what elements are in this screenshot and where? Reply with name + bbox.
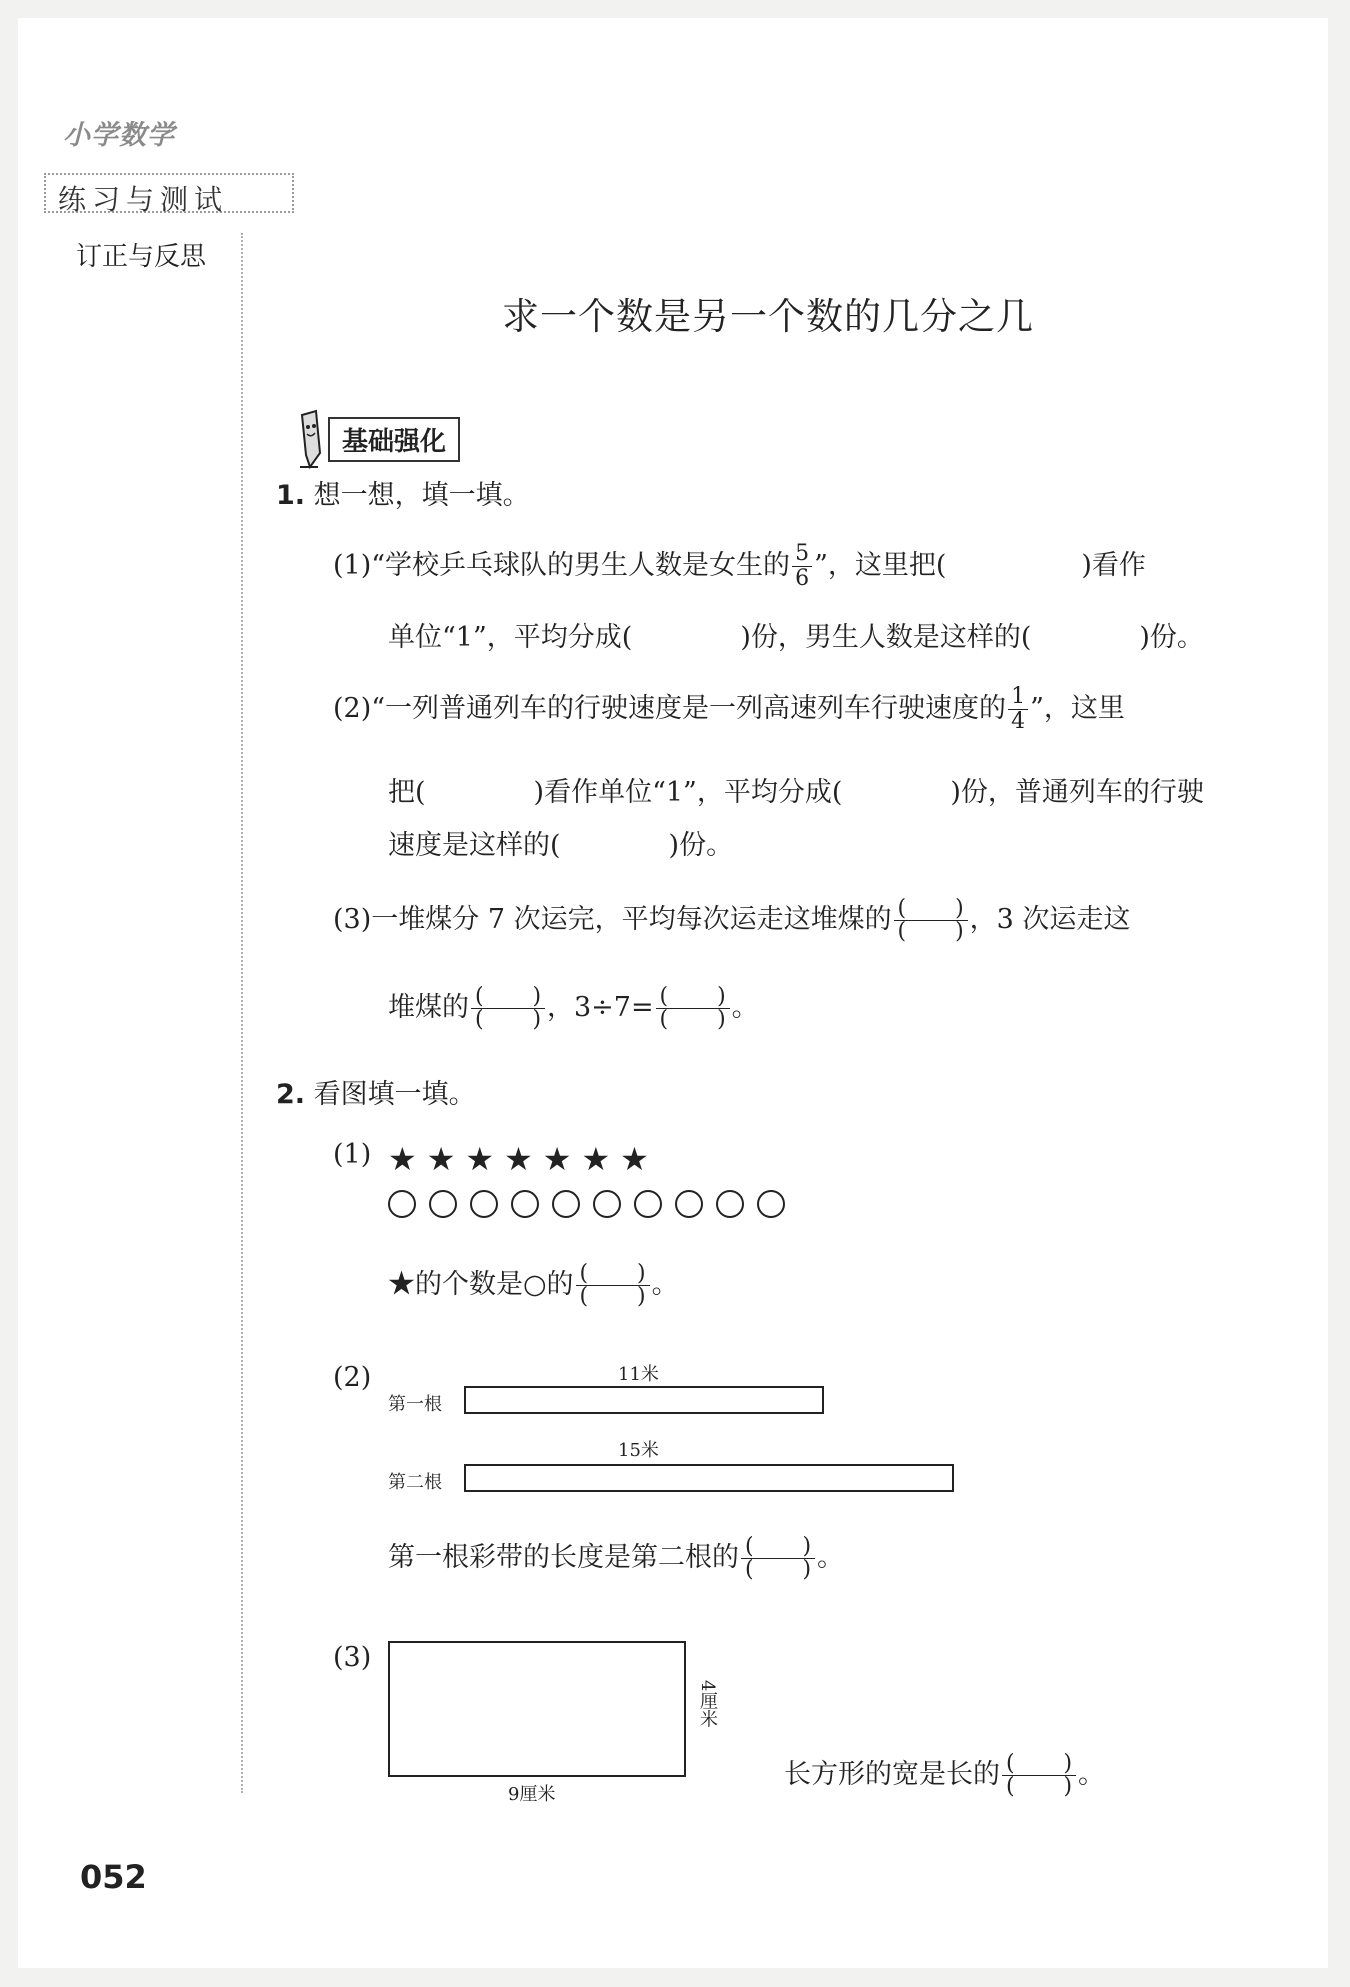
- fraction-1-4: [1008, 686, 1028, 733]
- circle-shape: [511, 1190, 539, 1218]
- side-divider: [241, 233, 243, 1793]
- frac-numerator: 1: [1008, 686, 1028, 710]
- circle-shape: [552, 1190, 580, 1218]
- bar2-length-label: 15米: [618, 1440, 659, 1461]
- q1-p3-text-c: 堆煤的: [388, 992, 469, 1023]
- stars-row: ★★★★★★★: [388, 1140, 659, 1178]
- circle-shape: [429, 1190, 457, 1218]
- rect-length-label: 9厘米: [508, 1784, 556, 1805]
- q1-p3-text-e: 。: [731, 992, 759, 1023]
- q2-p1-text-a: ★的个数是○的: [388, 1269, 574, 1300]
- q1-p1-text-a: (1)“学校乒乓球队的男生人数是女生的: [333, 550, 791, 581]
- blank-fraction[interactable]: [576, 1263, 650, 1308]
- q2-p1-answer: [388, 1263, 679, 1308]
- section-label: [296, 420, 460, 458]
- pencil-icon: [296, 407, 324, 471]
- circle-shape: [675, 1190, 703, 1218]
- q1-prompt-text: 想一想，填一填。: [313, 480, 530, 511]
- section-label-text: 基础强化: [328, 417, 460, 462]
- q1-number: 1.: [276, 480, 306, 511]
- rectangle-figure: [388, 1641, 686, 1777]
- q1-p2-line3: 速度是这样的( )份。: [388, 830, 734, 861]
- q1-p3-text-d: ，3÷7=: [547, 992, 654, 1023]
- frac-numerator: 5: [792, 543, 812, 567]
- blank-fraction[interactable]: [1002, 1753, 1076, 1798]
- circle-shape: [388, 1190, 416, 1218]
- circle-shape: [470, 1190, 498, 1218]
- q1-p2-text-a: (2)“一列普通列车的行驶速度是一列高速列车行驶速度的: [333, 693, 1007, 724]
- q1-p3-text-a: (3)一堆煤分 7 次运完，平均每次运走这堆煤的: [333, 904, 892, 935]
- brand-subtitle: 练习与测试: [58, 183, 229, 216]
- bar1-name: 第一根: [388, 1394, 442, 1415]
- brand-title: 小学数学: [63, 120, 175, 151]
- q2-p3-label: (3): [333, 1642, 372, 1673]
- rect-width-label: 4厘米: [697, 1680, 718, 1728]
- bar2-name: 第二根: [388, 1472, 442, 1493]
- ribbon-bar-2: [464, 1464, 954, 1492]
- blank-fraction[interactable]: [741, 1536, 815, 1581]
- q2-p1-text-b: 。: [651, 1269, 679, 1300]
- workbook-page: [18, 18, 1328, 1968]
- q1-p3-line2: [388, 986, 759, 1031]
- circle-shape: [716, 1190, 744, 1218]
- q1-p2-line1: [333, 686, 1125, 733]
- q1-p1-line1: [333, 543, 1146, 590]
- page-number: 052: [80, 1858, 147, 1896]
- frac-denominator: 4: [1011, 709, 1026, 734]
- page-title: 求一个数是另一个数的几分之几: [502, 295, 1034, 338]
- circle-shape: [757, 1190, 785, 1218]
- blank-fraction[interactable]: [656, 986, 730, 1031]
- q2-prompt-text: 看图填一填。: [313, 1079, 476, 1110]
- q2-p3-text-a: 长方形的宽是长的: [784, 1759, 1000, 1790]
- q1-p2-line2: 把( )看作单位“1”，平均分成( )份，普通列车的行驶: [388, 777, 1204, 808]
- q2-p3-text-b: 。: [1078, 1759, 1105, 1790]
- q2-p2-text-a: 第一根彩带的长度是第二根的: [388, 1542, 739, 1573]
- side-column-title: 订正与反思: [76, 242, 207, 272]
- circles-row: [388, 1190, 798, 1218]
- circle-shape: [634, 1190, 662, 1218]
- q1-p1-line2: 单位“1”，平均分成( )份，男生人数是这样的( )份。: [388, 622, 1204, 653]
- q2-prompt: [276, 1075, 476, 1115]
- q2-number: 2.: [276, 1079, 306, 1110]
- circle-shape: [593, 1190, 621, 1218]
- q2-p2-answer: [388, 1536, 844, 1581]
- q1-p2-text-b: ”，这里: [1030, 693, 1125, 724]
- q2-p2-text-b: 。: [817, 1542, 844, 1573]
- blank-fraction[interactable]: [894, 898, 968, 943]
- q2-p2-label: (2): [333, 1362, 372, 1393]
- q1-p3-text-b: ，3 次运走这: [969, 904, 1131, 935]
- q1-prompt: [276, 476, 530, 516]
- bar1-length-label: 11米: [618, 1364, 659, 1385]
- q1-p1-text-b: ”，这里把( )看作: [814, 550, 1146, 581]
- q2-p1-label: (1): [333, 1139, 372, 1170]
- q1-p3-line1: [333, 898, 1130, 943]
- blank-fraction[interactable]: [471, 986, 545, 1031]
- q2-p3-answer: [784, 1753, 1105, 1798]
- fraction-5-6: [792, 543, 812, 590]
- frac-denominator: 6: [795, 566, 810, 591]
- ribbon-bar-1: [464, 1386, 824, 1414]
